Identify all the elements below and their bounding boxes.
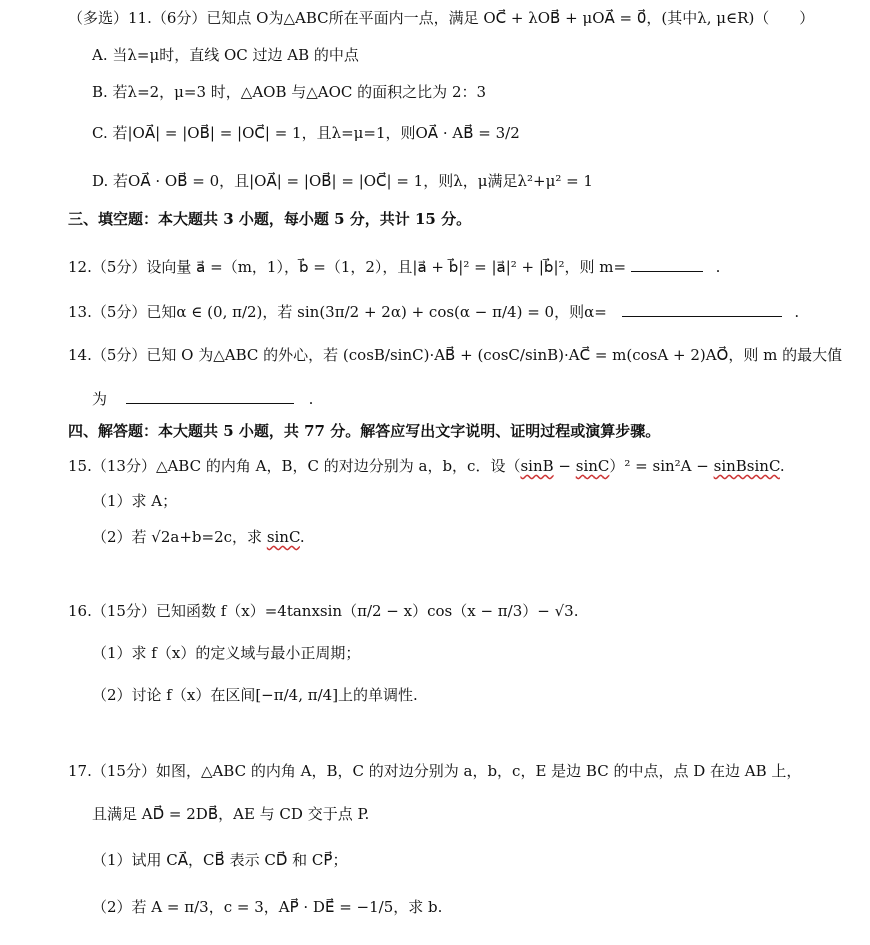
q17-line2: 且满足 AD⃗ = 2DB⃗，AE 与 CD 交于点 P.: [92, 805, 370, 823]
q13-answer-blank[interactable]: [622, 302, 782, 317]
q15-stem-w1: sinB: [520, 457, 554, 475]
q12-answer-blank[interactable]: [631, 257, 703, 272]
q12: [68, 257, 720, 275]
q15-part1: （1）求 A；: [92, 492, 178, 510]
q17-part1: （1）试用 CA⃗，CB⃗ 表示 CD⃗ 和 CP⃗；: [92, 851, 348, 869]
q14-answer-blank[interactable]: [126, 389, 294, 404]
q11-option-b: B. 若λ=2，μ=3 时，△AOB 与△AOC 的面积之比为 2：3: [92, 83, 487, 101]
q15-stem-w2: sinC: [575, 457, 610, 475]
q15-stem-a: 15.（13分）△ABC 的内角 A，B，C 的对边分别为 a，b，c．设（: [68, 457, 521, 475]
q13-text: 13.（5分）已知α ∈ (0, π/2)，若 sin(3π/2 + 2α) + cos(α − π/4) = 0，则α=: [68, 303, 607, 321]
q15-stem-b: −: [553, 457, 576, 475]
q14-line2: [92, 389, 313, 407]
q17-part2: （2）若 A = π/3，c = 3，AP⃗ · DE⃗ = −1/5，求 b.: [92, 898, 443, 916]
q15-stem-w3: sinBsinC: [713, 457, 780, 475]
q16-part1: （1）求 f（x）的定义域与最小正周期；: [92, 644, 361, 662]
section3-heading: 三、填空题：本大题共 3 小题，每小题 5 分，共计 15 分。: [68, 210, 472, 228]
q13: [68, 302, 799, 320]
q15-stem: [68, 459, 785, 474]
q16-stem: 16.（15分）已知函数 f（x）=4tanxsin（π/2 − x）cos（x − π/3）− √3.: [68, 602, 579, 620]
q15-part2-w: sinC: [266, 528, 300, 546]
q17-line1: 17.（15分）如图，△ABC 的内角 A，B，C 的对边分别为 a，b，c，E 是边 BC 的中点，点 D 在边 AB 上，: [68, 762, 802, 780]
q15-part2-a: （2）若 √2a+b=2c，求: [92, 528, 267, 546]
q11-stem: （多选）11.（6分）已知点 O为△ABC所在平面内一点，满足 OC⃗ + λOB⃗ + μOA⃗ = 0⃗，(其中λ, μ∈R)（ ）: [68, 9, 815, 27]
q16-part2: （2）讨论 f（x）在区间[−π/4, π/4]上的单调性.: [92, 686, 418, 704]
q14-prefix: 为: [92, 390, 108, 408]
section4-heading: 四、解答题：本大题共 5 小题，共 77 分。解答应写出文字说明、证明过程或演算步骤。: [68, 422, 661, 440]
q11-option-d: D. 若OA⃗ · OB⃗ = 0，且|OA⃗| = |OB⃗| = |OC⃗| = 1，则λ，μ满足λ²+μ² = 1: [92, 172, 593, 190]
q15-stem-c: ）² = sin²A −: [609, 457, 714, 475]
q14-end: .: [308, 390, 314, 408]
q15-stem-d: .: [779, 457, 785, 475]
q15-part2: [92, 530, 305, 545]
q15-part2-b: .: [299, 528, 305, 546]
q12-text: 12.（5分）设向量 a⃗ =（m，1），b⃗ =（1，2），且|a⃗ + b⃗|² = |a⃗|² + |b⃗|²，则 m=: [68, 258, 627, 276]
q11-option-c: C. 若|OA⃗| = |OB⃗| = |OC⃗| = 1，且λ=μ=1，则OA⃗ · AB⃗ = 3/2: [92, 124, 520, 142]
q12-end: .: [715, 258, 721, 276]
q11-option-a: A. 当λ=μ时，直线 OC 过边 AB 的中点: [92, 46, 359, 64]
q14-line1: 14.（5分）已知 O 为△ABC 的外心，若 (cosB/sinC)·AB⃗ + (cosC/sinB)·AC⃗ = m(cosA + 2)AO⃗，则 m 的最大值: [68, 346, 843, 364]
q13-end: .: [794, 303, 800, 321]
